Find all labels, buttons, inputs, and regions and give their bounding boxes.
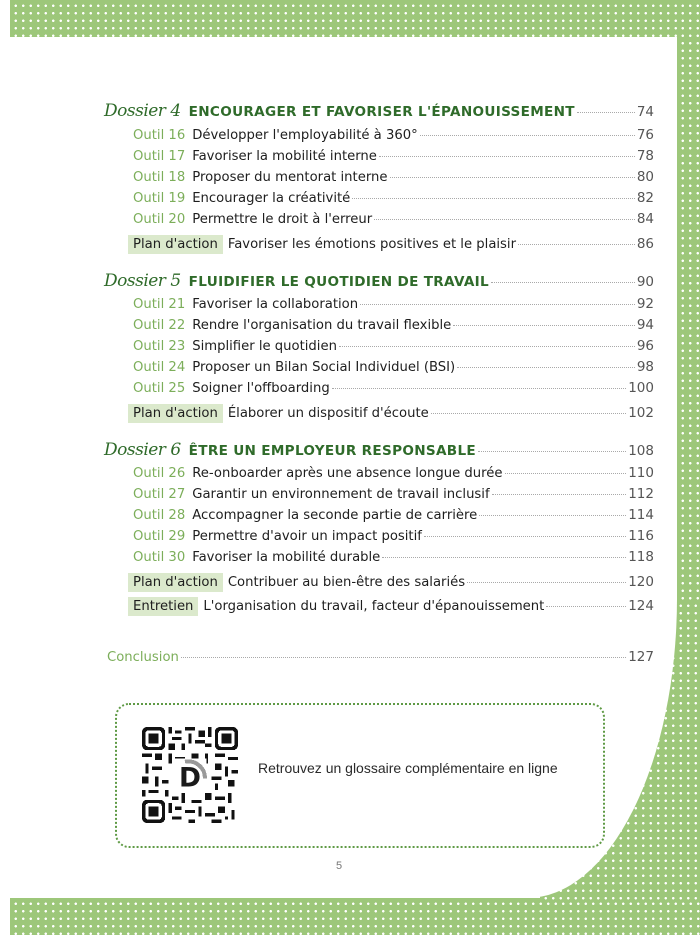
dossier-label: Dossier 5 (104, 271, 181, 291)
entry-title: Re-onboarder après une absence longue durée (192, 466, 503, 481)
toc-dossier-4[interactable] (104, 101, 654, 121)
page-number: 80 (636, 169, 654, 185)
toc-entry[interactable] (133, 359, 654, 375)
page-number: 102 (628, 405, 654, 421)
outil-label: Outil 19 (133, 191, 186, 206)
entretien-tag: Entretien (128, 597, 198, 616)
dot-leader (332, 388, 627, 389)
page-number: 82 (636, 190, 654, 206)
toc-entry[interactable] (133, 317, 654, 333)
dot-leader (546, 606, 626, 607)
dossier-title: ENCOURAGER ET FAVORISER L'ÉPANOUISSEMENT (188, 104, 575, 120)
outil-label: Outil 28 (133, 508, 186, 523)
toc-entry[interactable] (128, 235, 654, 254)
dot-leader (390, 177, 635, 178)
entry-title: Soigner l'offboarding (192, 381, 330, 396)
dot-leader (352, 198, 635, 199)
entry-title: Contribuer au bien-être des salariés (227, 575, 466, 590)
dot-leader (382, 557, 626, 558)
glossary-text: Retrouvez un glossaire complémentaire en ligne (258, 760, 558, 776)
page-number: 116 (628, 528, 654, 544)
page-number: 114 (628, 507, 654, 523)
toc-dossier-6[interactable] (104, 440, 654, 460)
dot-leader (457, 367, 635, 368)
decorative-top-band (10, 0, 700, 37)
outil-label: Outil 26 (133, 466, 186, 481)
page-number: 76 (636, 127, 654, 143)
dot-leader (420, 135, 635, 136)
outil-label: Outil 29 (133, 529, 186, 544)
toc-entry[interactable] (133, 465, 654, 481)
outil-label: Outil 24 (133, 360, 186, 375)
decorative-bottom-band (10, 898, 700, 935)
toc-entry[interactable] (133, 549, 654, 565)
toc-entry[interactable] (133, 507, 654, 523)
outil-label: Outil 22 (133, 318, 186, 333)
outil-label: Outil 20 (133, 212, 186, 227)
page-number: 98 (636, 359, 654, 375)
page-number: 118 (628, 549, 654, 565)
dot-leader (492, 494, 627, 495)
entry-title: Favoriser la mobilité durable (192, 550, 381, 565)
page-number: 112 (628, 486, 654, 502)
entry-title: Favoriser la mobilité interne (192, 149, 377, 164)
outil-label: Outil 25 (133, 381, 186, 396)
entry-title: Proposer du mentorat interne (192, 170, 388, 185)
entry-title: Simplifier le quotidien (192, 339, 337, 354)
toc-entry[interactable] (133, 338, 654, 354)
page-number: 74 (636, 104, 654, 120)
dot-leader (339, 346, 635, 347)
page-number: 120 (628, 574, 654, 590)
page-number: 124 (628, 598, 654, 614)
page-number: 110 (628, 465, 654, 481)
plan-action-tag: Plan d'action (128, 235, 223, 254)
dot-leader (379, 156, 635, 157)
entry-title: Favoriser les émotions positives et le plaisir (227, 237, 517, 252)
page-number: 86 (636, 236, 654, 252)
toc-entry[interactable] (128, 404, 654, 423)
page-number: 94 (636, 317, 654, 333)
dot-leader (478, 451, 626, 452)
entry-title: Proposer un Bilan Social Individuel (BSI) (192, 360, 456, 375)
toc-dossier-5[interactable] (104, 271, 654, 291)
page-folio-number: 5 (336, 860, 343, 872)
toc-entry[interactable] (128, 573, 654, 592)
entry-title: Favoriser la collaboration (192, 297, 359, 312)
dossier-label: Dossier 4 (104, 101, 181, 121)
entry-title: Rendre l'organisation du travail flexible (192, 318, 452, 333)
dot-leader (374, 219, 635, 220)
dot-leader (360, 304, 635, 305)
page-number: 92 (636, 296, 654, 312)
outil-label: Outil 16 (133, 128, 186, 143)
outil-label: Outil 17 (133, 149, 186, 164)
dot-leader (424, 536, 626, 537)
toc-entry[interactable] (133, 380, 654, 396)
plan-action-tag: Plan d'action (128, 573, 223, 592)
outil-label: Outil 23 (133, 339, 186, 354)
page-number: 78 (636, 148, 654, 164)
page-number: 100 (628, 380, 654, 396)
entry-title: Accompagner la seconde partie de carrière (192, 508, 478, 523)
page-number: 96 (636, 338, 654, 354)
entry-title: Permettre le droit à l'erreur (192, 212, 373, 227)
toc-entry[interactable] (133, 296, 654, 312)
dot-leader (453, 325, 635, 326)
toc-entry[interactable] (133, 169, 654, 185)
dot-leader (431, 413, 626, 414)
outil-label: Outil 21 (133, 297, 186, 312)
entry-title: Encourager la créativité (192, 191, 351, 206)
dossier-label: Dossier 6 (104, 440, 181, 460)
dot-leader (518, 244, 635, 245)
outil-label: Outil 18 (133, 170, 186, 185)
toc-conclusion[interactable] (107, 649, 654, 665)
dossier-title: ÊTRE UN EMPLOYEUR RESPONSABLE (188, 443, 477, 459)
dot-leader (181, 657, 626, 658)
dot-leader (467, 582, 626, 583)
dot-leader (479, 515, 626, 516)
outil-label: Outil 30 (133, 550, 186, 565)
page-number: 108 (628, 443, 654, 459)
toc-entry[interactable] (133, 211, 654, 227)
dossier-title: FLUIDIFIER LE QUOTIDIEN DE TRAVAIL (188, 274, 489, 290)
toc-entry[interactable] (133, 148, 654, 164)
qr-logo-letter: D (179, 762, 201, 794)
entry-title: Élaborer un dispositif d'écoute (227, 406, 429, 421)
outil-label: Outil 27 (133, 487, 186, 502)
dot-leader (505, 473, 627, 474)
entry-title: Permettre d'avoir un impact positif (192, 529, 422, 544)
plan-action-tag: Plan d'action (128, 404, 223, 423)
dot-leader (491, 282, 635, 283)
toc-entry[interactable] (133, 127, 654, 143)
conclusion-label: Conclusion (107, 650, 179, 665)
toc-entry[interactable] (128, 597, 654, 616)
page-number: 84 (636, 211, 654, 227)
page-number: 127 (628, 649, 654, 665)
page-number: 90 (636, 274, 654, 290)
dot-leader (577, 112, 635, 113)
toc-entry[interactable] (133, 486, 654, 502)
qr-code-icon[interactable] (142, 727, 238, 823)
toc-entry[interactable] (133, 528, 654, 544)
entry-title: L'organisation du travail, facteur d'épanouissement (203, 599, 545, 614)
entry-title: Garantir un environnement de travail inclusif (192, 487, 490, 502)
entry-title: Développer l'employabilité à 360° (192, 128, 418, 143)
toc-entry[interactable] (133, 190, 654, 206)
